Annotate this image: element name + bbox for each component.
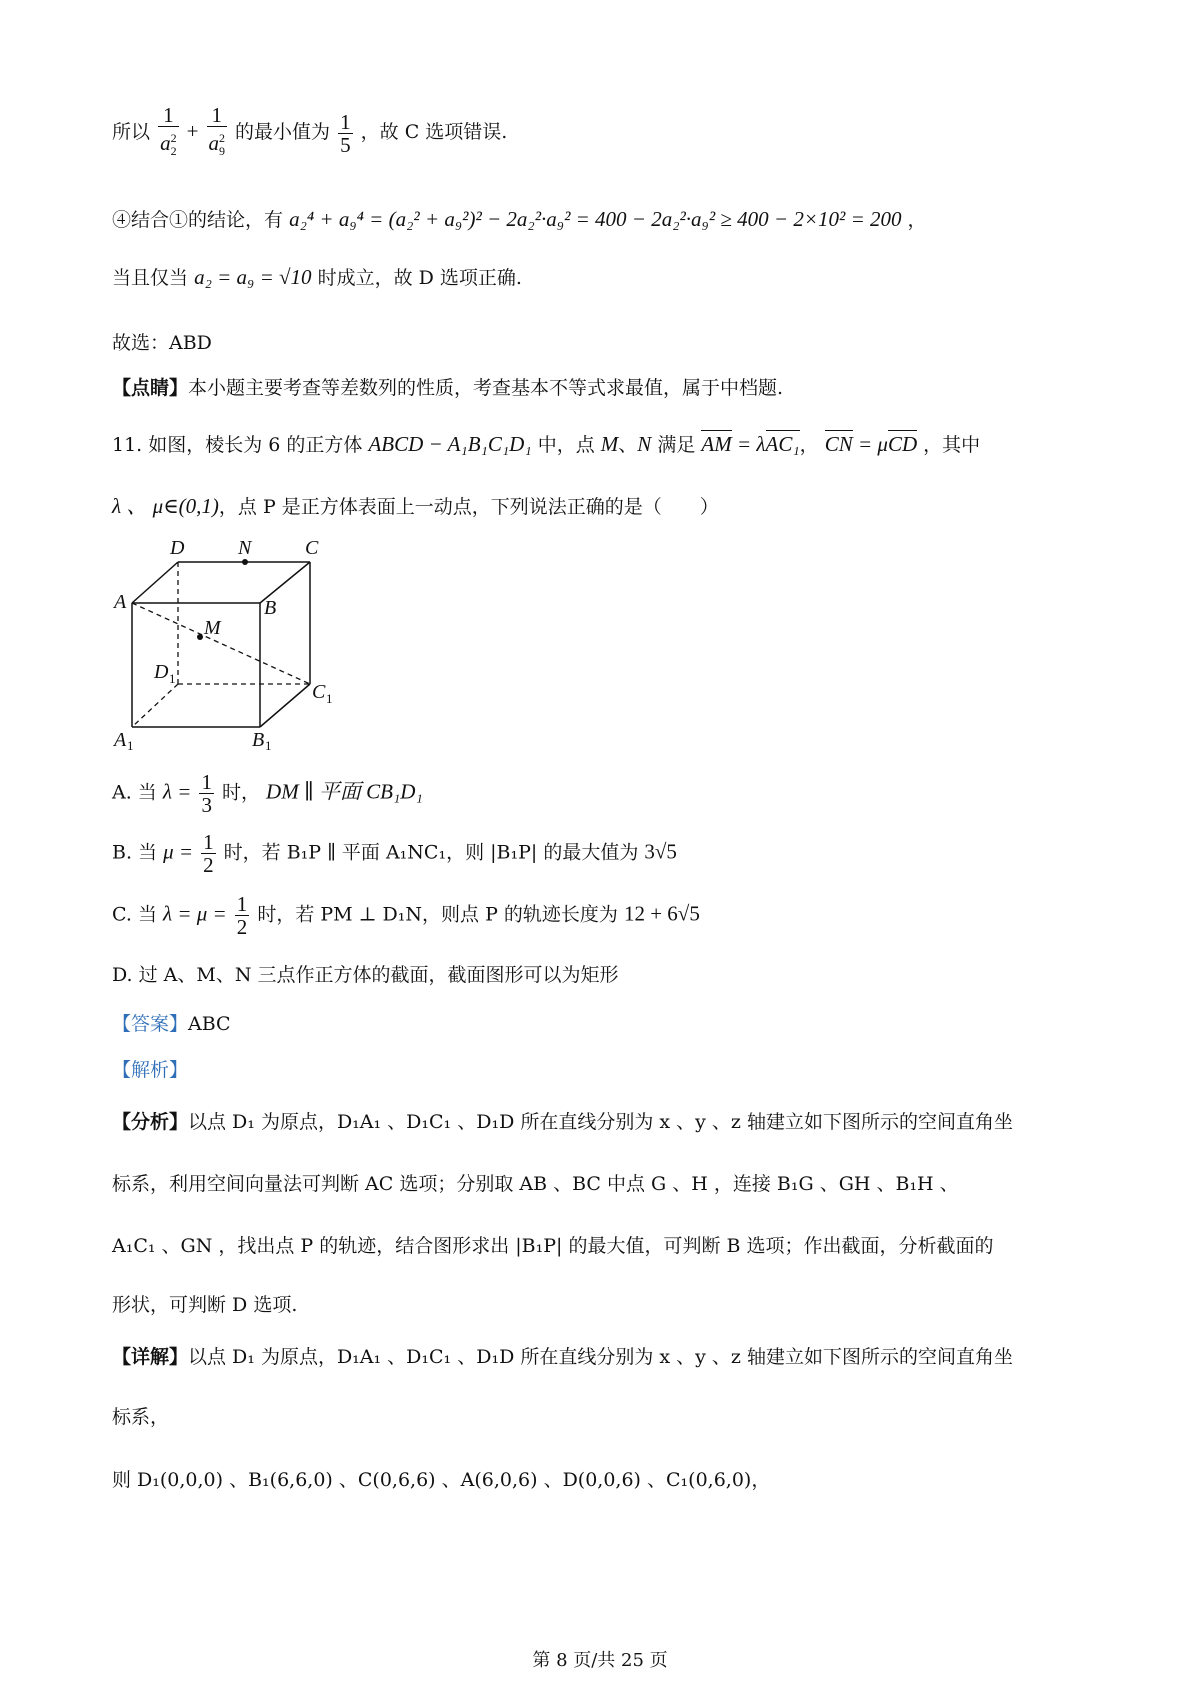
tag-answer: 【答案】 (112, 1013, 189, 1035)
numerator: 1 (207, 104, 228, 127)
fraction (338, 111, 353, 156)
vector-am: AM (701, 432, 732, 456)
expr: λ = μ = (163, 901, 227, 926)
text: 以点 D₁ 为原点，D₁A₁ 、D₁C₁ 、D₁D 所在直线分别为 x 、y 、z 轴建立如下图所示的空间直角坐 (188, 1111, 1013, 1133)
numerator: 1 (236, 892, 248, 916)
text: 当且仅当 (112, 267, 189, 289)
label-a: A (114, 591, 127, 613)
question-11-line2 (112, 490, 719, 520)
label-b1-sub: 1 (265, 738, 272, 753)
text: 的最小值为 (235, 121, 331, 144)
expr: DM ∥ 平面 CB₁D₁ (266, 779, 423, 804)
point-n (242, 559, 248, 565)
text: 时成立，故 D 选项正确. (317, 267, 522, 289)
sub: 2 (170, 144, 177, 159)
cube-name: ABCD − A₁B₁C₁D₁ (368, 432, 532, 456)
label-b: B (264, 597, 277, 619)
line-choice: 故选：ABD (112, 332, 212, 354)
page-footer: 第 8 页/共 25 页 (532, 1650, 668, 1671)
label-d1-sub: 1 (169, 671, 176, 686)
text: 时，若 PM ⊥ D₁N，则点 P 的轨迹长度为 (257, 903, 618, 926)
var: a (160, 131, 171, 155)
line-conclusion (112, 205, 927, 232)
xiangjie-line1 (112, 1342, 1013, 1369)
text: 所以 (112, 121, 151, 144)
line-dianjing (112, 373, 783, 400)
xiangjie-line3: 则 D₁(0,0,0) 、B₁(6,6,0) 、C(0,6,6) 、A(6,0,6) 、D(0,0,6) 、C₁(0,6,0)， (112, 1469, 771, 1491)
xiangjie-line2: 标系， (112, 1406, 170, 1428)
text: 11. 如图，棱长为 6 的正方体 (112, 434, 363, 456)
fenxi-line3: A₁C₁ 、GN ，找出点 P 的轨迹，结合图形求出 |B₁P| 的最大值，可判断 B 选项；作出截面，分析截面的 (112, 1235, 994, 1257)
var-n: N (637, 432, 652, 456)
answer-line (112, 1009, 231, 1036)
tag-xiangjie: 【详解】 (112, 1346, 189, 1368)
equality-expression: a₂ = a₉ = √10 (194, 265, 312, 289)
label-c1: C (312, 681, 326, 703)
denominator: 2 (203, 853, 214, 877)
denominator (207, 127, 228, 162)
denominator: 5 (340, 132, 351, 157)
label: B. 当 (112, 841, 158, 864)
text: 满足 (657, 434, 696, 456)
var: a (208, 131, 219, 155)
text: 本小题主要考查等差数列的性质，考查基本不等式求最值，属于中档题. (188, 377, 784, 399)
expr: λ = (162, 779, 192, 804)
label-a1: A (114, 729, 127, 751)
tag-dianjing: 【点睛】 (112, 377, 189, 399)
text: ，其中 (923, 434, 981, 456)
sup: 2 (219, 131, 225, 145)
text: ④结合①的结论，有 (112, 209, 284, 231)
line-min-value (112, 104, 507, 162)
text: ， (907, 209, 927, 231)
label-a1-sub: 1 (127, 738, 134, 753)
label: C. 当 (112, 903, 157, 926)
text: ，点 P 是正方体表面上一动点，下列说法正确的是（ ） (218, 496, 719, 518)
denominator: 2 (236, 915, 248, 939)
vector-cn: CN (824, 432, 853, 456)
numerator: 1 (201, 770, 212, 794)
line-equality-condition (112, 263, 522, 290)
value: 12 + 6√5 (623, 901, 700, 926)
text: 时，若 B₁P ∥ 平面 A₁NC₁，则 |B₁P| 的最大值为 (223, 841, 639, 864)
fraction (235, 893, 250, 938)
answer-value: ABC (188, 1013, 231, 1035)
sub: 9 (219, 144, 225, 159)
label: A. 当 (112, 781, 157, 804)
fenxi-line1 (112, 1107, 1013, 1134)
label-b1: B (252, 729, 265, 751)
fenxi-line2: 标系，利用空间向量法可判断 AC 选项；分别取 AB 、BC 中点 G 、H ，连接 B₁G 、GH 、B₁H 、 (112, 1173, 959, 1195)
tag-fenxi: 【分析】 (112, 1111, 189, 1133)
tag-analysis: 【解析】 (112, 1059, 189, 1081)
fraction (201, 831, 216, 876)
vector-cd: CD (887, 432, 918, 456)
option-b (112, 831, 677, 876)
inequality-expression: a₂⁴ + a₉⁴ = (a₂² + a₉²)² − 2a₂²·a₉² = 400 − 2a₂²·a₉² ≥ 400 − 2×10² = 200 (289, 207, 902, 231)
fenxi-line4: 形状，可判断 D 选项. (112, 1294, 298, 1316)
numerator: 1 (340, 109, 351, 134)
option-d: D. 过 A、M、N 三点作正方体的截面，截面图形可以为矩形 (112, 964, 619, 986)
label-c: C (305, 538, 319, 559)
point-m (197, 634, 203, 640)
vars: λ 、 μ∈(0,1) (112, 494, 219, 518)
option-a (112, 771, 423, 816)
var-m: M (600, 432, 619, 456)
eq: = μ (852, 432, 888, 456)
cube-figure (112, 538, 342, 753)
numerator: 1 (203, 830, 214, 854)
label-d: D (170, 538, 185, 559)
option-c (112, 893, 700, 938)
plus: + (186, 119, 199, 144)
fraction (207, 104, 228, 162)
sup: 2 (170, 131, 177, 145)
eq: = λ (731, 432, 766, 456)
text: 时， (221, 781, 260, 804)
label-c1-sub: 1 (326, 691, 333, 706)
text: 以点 D₁ 为原点，D₁A₁ 、D₁C₁ 、D₁D 所在直线分别为 x 、y 、z 轴建立如下图所示的空间直角坐 (188, 1346, 1013, 1368)
label-m: M (204, 617, 221, 639)
label-d1: D (154, 661, 169, 683)
vector-ac1: AC₁ (765, 432, 800, 456)
question-11-line1 (112, 430, 980, 457)
text: ， (799, 434, 819, 456)
denominator: 3 (201, 793, 212, 817)
text: 、 (618, 434, 638, 456)
fraction (199, 771, 214, 816)
denominator (158, 127, 179, 162)
text: ，故 C 选项错误. (360, 121, 508, 144)
label-n: N (238, 538, 252, 559)
value: 3√5 (644, 839, 677, 864)
text: 中，点 (537, 434, 595, 456)
fraction (158, 104, 179, 162)
numerator: 1 (158, 104, 179, 127)
expr: μ = (163, 839, 194, 864)
